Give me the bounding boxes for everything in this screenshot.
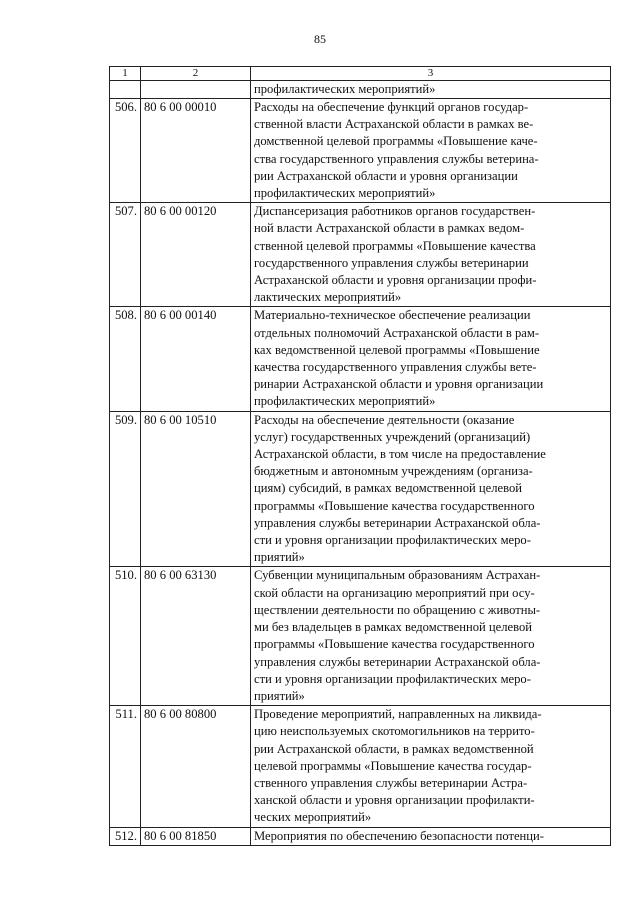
budget-classification-table — [109, 66, 611, 846]
description-line: услуг) государственных учреждений (организаций) — [254, 429, 531, 444]
table-row — [110, 827, 611, 845]
description-line: ках ведомственной целевой программы «Повышение — [254, 342, 540, 357]
description-line: рии Астраханской области, в рамках ведомственной — [254, 741, 534, 756]
row-code: 80 6 00 63130 — [141, 567, 251, 706]
table-row — [110, 706, 611, 827]
row-code: 80 6 00 80800 — [141, 706, 251, 827]
description-line: сти и уровня организации профилактических меро- — [254, 671, 531, 686]
row-number: 506. — [110, 99, 141, 203]
description-line: рии Астраханской области и уровня организации — [254, 168, 518, 183]
description-line: лактических мероприятий» — [254, 290, 402, 305]
header-cell-code: 2 — [141, 67, 251, 81]
row-description — [251, 827, 611, 845]
page-number: 85 — [314, 32, 326, 46]
description-line: ства государственного управления службы ветерина- — [254, 151, 539, 166]
description-line: ринарии Астраханской области и уровня организации — [254, 377, 544, 392]
description-line: отдельных полномочий Астраханской области в рам- — [254, 325, 540, 340]
description-line: Диспансеризация работников органов государствен- — [254, 204, 536, 219]
header-cell-description: 3 — [251, 67, 611, 81]
description-line: ной власти Астраханской области в рамках ведом- — [254, 221, 525, 236]
description-line: цию неиспользуемых скотомогильников на террито- — [254, 724, 535, 739]
row-description — [251, 567, 611, 706]
description-line: профилактических мероприятий» — [254, 186, 436, 201]
description-line: ществлении деятельности по обращению с животны- — [254, 602, 541, 617]
description-line: Астраханской области, в том числе на предоставление — [254, 447, 546, 462]
row-code: 80 6 00 81850 — [141, 827, 251, 845]
description-line: качества государственного управления службы вете- — [254, 360, 537, 375]
row-description — [251, 706, 611, 827]
row-number: 507. — [110, 203, 141, 307]
row-number: 510. — [110, 567, 141, 706]
description-line: Астраханской области и уровня организации профи- — [254, 273, 537, 288]
table-header-row — [110, 67, 611, 81]
description-line: Субвенции муниципальным образованиям Астрахан- — [254, 568, 541, 583]
table-row — [110, 567, 611, 706]
description-line: профилактических мероприятий» — [254, 82, 436, 96]
description-line: государственного управления службы ветеринарии — [254, 255, 529, 270]
description-line: ственного управления службы ветеринарии Астра- — [254, 775, 528, 790]
row-code: 80 6 00 00010 — [141, 99, 251, 203]
row-code: 80 6 00 00140 — [141, 307, 251, 411]
description-line: ственной власти Астраханской области в рамках ве- — [254, 117, 534, 132]
row-number: 512. — [110, 827, 141, 845]
description-line: Проведение мероприятий, направленных на ликвида- — [254, 707, 542, 722]
description-line: Материально-техническое обеспечение реализации — [254, 308, 531, 323]
table-row — [110, 203, 611, 307]
description-line: программы «Повышение качества государственного — [254, 498, 535, 513]
row-description — [251, 203, 611, 307]
description-line: ческих мероприятий» — [254, 810, 372, 825]
description-line: ственной целевой программы «Повышение качества — [254, 238, 536, 253]
header-cell-number: 1 — [110, 67, 141, 81]
row-description — [251, 307, 611, 411]
table-row — [110, 99, 611, 203]
row-code — [141, 81, 251, 99]
row-number: 509. — [110, 411, 141, 567]
row-code: 80 6 00 00120 — [141, 203, 251, 307]
row-description — [251, 99, 611, 203]
description-line: циям) субсидий, в рамках ведомственной целевой — [254, 481, 523, 496]
description-line: приятий» — [254, 550, 305, 565]
row-number: 511. — [110, 706, 141, 827]
table-row — [110, 411, 611, 567]
description-line: ханской области и уровня организации профилакти- — [254, 793, 535, 808]
description-line: управления службы ветеринарии Астраханской обла- — [254, 654, 541, 669]
description-line: приятий» — [254, 688, 305, 703]
table-row-continuation — [110, 81, 611, 99]
description-line: ской области на организацию мероприятий при осу- — [254, 585, 535, 600]
row-code: 80 6 00 10510 — [141, 411, 251, 567]
description-line: ми без владельцев в рамках ведомственной целевой — [254, 620, 533, 635]
description-line: профилактических мероприятий» — [254, 394, 436, 409]
description-line: домственной целевой программы «Повышение каче- — [254, 134, 538, 149]
description-line: управления службы ветеринарии Астраханской обла- — [254, 515, 541, 530]
row-description — [251, 81, 611, 99]
table-row — [110, 307, 611, 411]
description-line: Расходы на обеспечение деятельности (оказание — [254, 412, 515, 427]
description-line: целевой программы «Повышение качества государ- — [254, 758, 532, 773]
description-line: бюджетным и автономным учреждениям (организа- — [254, 464, 533, 479]
description-line: сти и уровня организации профилактических меро- — [254, 533, 531, 548]
description-line: программы «Повышение качества государственного — [254, 637, 535, 652]
row-number: 508. — [110, 307, 141, 411]
row-number — [110, 81, 141, 99]
description-line: Расходы на обеспечение функций органов государ- — [254, 100, 529, 114]
row-description — [251, 411, 611, 567]
description-line: Мероприятия по обеспечению безопасности потенци- — [254, 828, 544, 843]
